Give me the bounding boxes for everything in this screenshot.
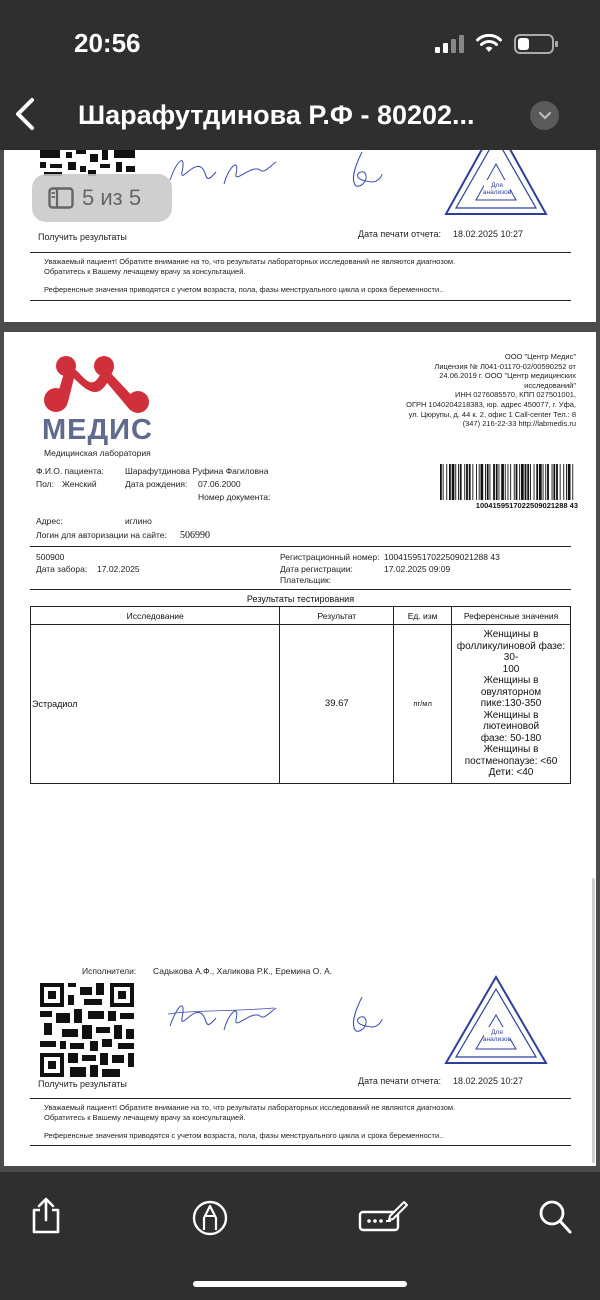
patient-dob: 07.06.2000: [198, 479, 241, 489]
barcode-bar: [552, 464, 553, 500]
barcode-bar: [499, 464, 500, 500]
barcode-bar: [496, 464, 498, 500]
scrollbar[interactable]: [592, 878, 595, 1163]
lab-stamp-image: [442, 975, 550, 1067]
print-date-label: Дата печати отчета:: [358, 1076, 442, 1086]
cellular-signal-icon: [435, 35, 464, 53]
print-date-label: Дата печати отчета:: [358, 229, 442, 239]
notice-line-1: Уважаемый пациент! Обратите внимание на то, что результаты лабораторных исследований не являются диагнозом.: [44, 1103, 456, 1112]
barcode-image: [436, 464, 578, 500]
barcode-bar: [568, 464, 571, 500]
barcode-bar: [485, 464, 486, 500]
search-icon[interactable]: [536, 1196, 576, 1236]
patient-sex: Женский: [62, 479, 97, 489]
barcode-bar: [464, 464, 465, 500]
barcode-bar: [446, 464, 447, 500]
top-bar: [0, 0, 600, 150]
executors-label: Исполнители:: [82, 966, 137, 976]
reg-date: 17.02.2025 09:09: [384, 564, 451, 574]
executors-value: Садыкова А.Ф., Халикова Р.К., Еремина О. А.: [153, 966, 333, 976]
address-label: Адрес:: [36, 516, 63, 526]
order-id: 500900: [36, 552, 65, 562]
barcode-bar: [490, 464, 491, 500]
test-reference: Женщины в фолликулиновой фазе: 30- 100 Женщины в овуляторном пике:130-350 Женщины в лютеиновой фазе: 50-180 Женщины в постменопаузе: <60 Дети: <40: [452, 625, 571, 784]
qr-code-image: [40, 983, 134, 1077]
barcode-bar: [460, 464, 462, 500]
barcode-bar: [472, 464, 473, 500]
results-title: Результаты тестирования: [246, 594, 355, 604]
lab-logo-subtitle: Медицинская лаборатория: [44, 448, 151, 458]
barcode-bar: [508, 464, 509, 500]
print-date-value: 18.02.2025 10:27: [453, 1076, 524, 1086]
barcode-bar: [481, 464, 484, 500]
reg-date-label: Дата регистрации:: [280, 564, 353, 574]
stamp-text-2: анализов: [482, 1036, 512, 1043]
page-indicator[interactable]: [32, 174, 172, 222]
bottom-toolbar: [0, 1172, 600, 1300]
barcode-bar: [514, 464, 515, 500]
status-icons: [435, 34, 554, 54]
barcode-bar: [539, 464, 542, 500]
barcode-bar: [510, 464, 511, 500]
barcode-bar: [534, 464, 535, 500]
barcode-bar: [466, 464, 468, 500]
notice-line-2: Обратитесь к Вашему лечащему врачу за консультацией.: [44, 1113, 246, 1122]
barcode-bar: [501, 464, 504, 500]
barcode-bar: [440, 464, 442, 500]
barcode-bar: [521, 464, 524, 500]
barcode-bar: [516, 464, 518, 500]
address-value: иглино: [125, 516, 152, 526]
col-header-unit: Ед. изм: [394, 607, 452, 625]
login-label: Логин для авторизации на сайте:: [36, 530, 167, 540]
barcode-bar: [476, 464, 477, 500]
sidebar-icon: [48, 187, 74, 209]
patient-name: Шарафутдинова Руфина Фагиловна: [125, 466, 269, 476]
login-value: 506990: [180, 530, 210, 541]
barcode-bar: [458, 464, 459, 500]
patient-name-label: Ф.И.О. пациента:: [36, 466, 104, 476]
signature-2-image: [342, 150, 384, 190]
barcode-bar: [443, 464, 444, 500]
barcode-bar: [560, 464, 561, 500]
chevron-down-icon: [538, 111, 552, 121]
reg-number-label: Регистрационный номер:: [280, 552, 380, 562]
barcode-bar: [536, 464, 538, 500]
notice-line-3: Референсные значения приводятся с учетом возраста, пола, фазы менструального цикла и срока беременности..: [44, 1131, 444, 1140]
page-indicator-label: 5 из 5: [82, 185, 142, 210]
lab-logo-text: МЕДИС: [42, 414, 153, 446]
payer-label: Плательщик:: [280, 575, 332, 585]
col-header-reference: Референсные значения: [452, 607, 571, 625]
collect-date-label: Дата забора:: [36, 564, 88, 574]
test-result: 39.67: [280, 625, 394, 784]
notice-line-3: Референсные значения приводятся с учетом возраста, пола, фазы менструального цикла и срока беременности..: [44, 285, 444, 294]
notice-line-2: Обратитесь к Вашему лечащему врачу за консультацией.: [44, 267, 246, 276]
svg-text:анализов: анализов: [482, 189, 512, 196]
patient-dob-label: Дата рождения:: [125, 479, 188, 489]
test-unit: пг/мл: [394, 625, 452, 784]
markup-pen-icon[interactable]: [190, 1196, 230, 1236]
barcode-number: 1004159517022509021288 43: [475, 501, 578, 510]
svg-text:Для: Для: [491, 182, 503, 189]
barcode-bar: [469, 464, 471, 500]
get-results-label: Получить результаты: [38, 232, 127, 242]
title-menu-button[interactable]: [530, 101, 559, 130]
col-header-result: Результат: [280, 607, 394, 625]
reg-number: 1004159517022509021288 43: [384, 552, 500, 562]
print-date-value: 18.02.2025 10:27: [453, 229, 524, 239]
barcode-bar: [566, 464, 567, 500]
barcode-bar: [519, 464, 520, 500]
notice-line-1: Уважаемый пациент! Обратите внимание на то, что результаты лабораторных исследований не являются диагнозом.: [44, 257, 456, 266]
document-title[interactable]: Шарафутдинова Р.Ф - 80202...: [78, 100, 475, 130]
status-time: 20:56: [74, 28, 141, 58]
barcode-bar: [449, 464, 451, 500]
patient-sex-label: Пол:: [36, 479, 54, 489]
barcode-bar: [547, 464, 549, 500]
barcode-bar: [556, 464, 558, 500]
document-number-label: Номер документа:: [198, 492, 271, 502]
share-icon[interactable]: [26, 1196, 66, 1236]
barcode-bar: [525, 464, 527, 500]
signature-1-image: [164, 994, 284, 1036]
barcode-bar: [479, 464, 480, 500]
stamp-text-1: Для: [491, 1029, 503, 1036]
back-chevron-icon[interactable]: [10, 96, 40, 132]
results-table: [30, 606, 571, 784]
barcode-bar: [487, 464, 489, 500]
barcode-bar: [455, 464, 456, 500]
battery-icon: [514, 34, 554, 54]
qr-code-partial: [40, 150, 135, 176]
signature-1-image: [164, 150, 284, 190]
fill-sign-icon[interactable]: [358, 1196, 410, 1236]
barcode-bar: [452, 464, 455, 500]
barcode-bar: [553, 464, 555, 500]
barcode-bar: [527, 464, 529, 500]
barcode-bar: [563, 464, 564, 500]
company-info: ООО "Центр Медис" Лицензия № Л041-01170-02/00590252 от 24.06.2019 г. ООО "Центр медицинских исследований" ИНН 0276085570, КПП 027501001, ОГРН 1040204218383, юр. адрес 450077, г. Уфа, ул. Цюрупы, д. 44 к. 2, офис 1 Call-center Тел.: 8 (347) 216-22-33 http://labmedis.ru: [406, 352, 576, 429]
wifi-icon: [476, 34, 502, 54]
home-indicator[interactable]: [193, 1281, 407, 1287]
barcode-bar: [505, 464, 506, 500]
medis-logo-icon: [42, 352, 152, 414]
collect-date: 17.02.2025: [97, 564, 140, 574]
barcode-bar: [543, 464, 544, 500]
barcode-bar: [493, 464, 495, 500]
barcode-bar: [545, 464, 546, 500]
table-row: [31, 625, 571, 784]
barcode-bar: [530, 464, 531, 500]
barcode-bar: [572, 464, 573, 500]
signature-2-image: [342, 995, 384, 1035]
pdf-page-current: [4, 332, 596, 1166]
get-results-label: Получить результаты: [38, 1079, 127, 1089]
lab-stamp-image: [442, 150, 550, 218]
test-name: Эстрадиол: [31, 625, 280, 784]
col-header-test: Исследование: [31, 607, 280, 625]
